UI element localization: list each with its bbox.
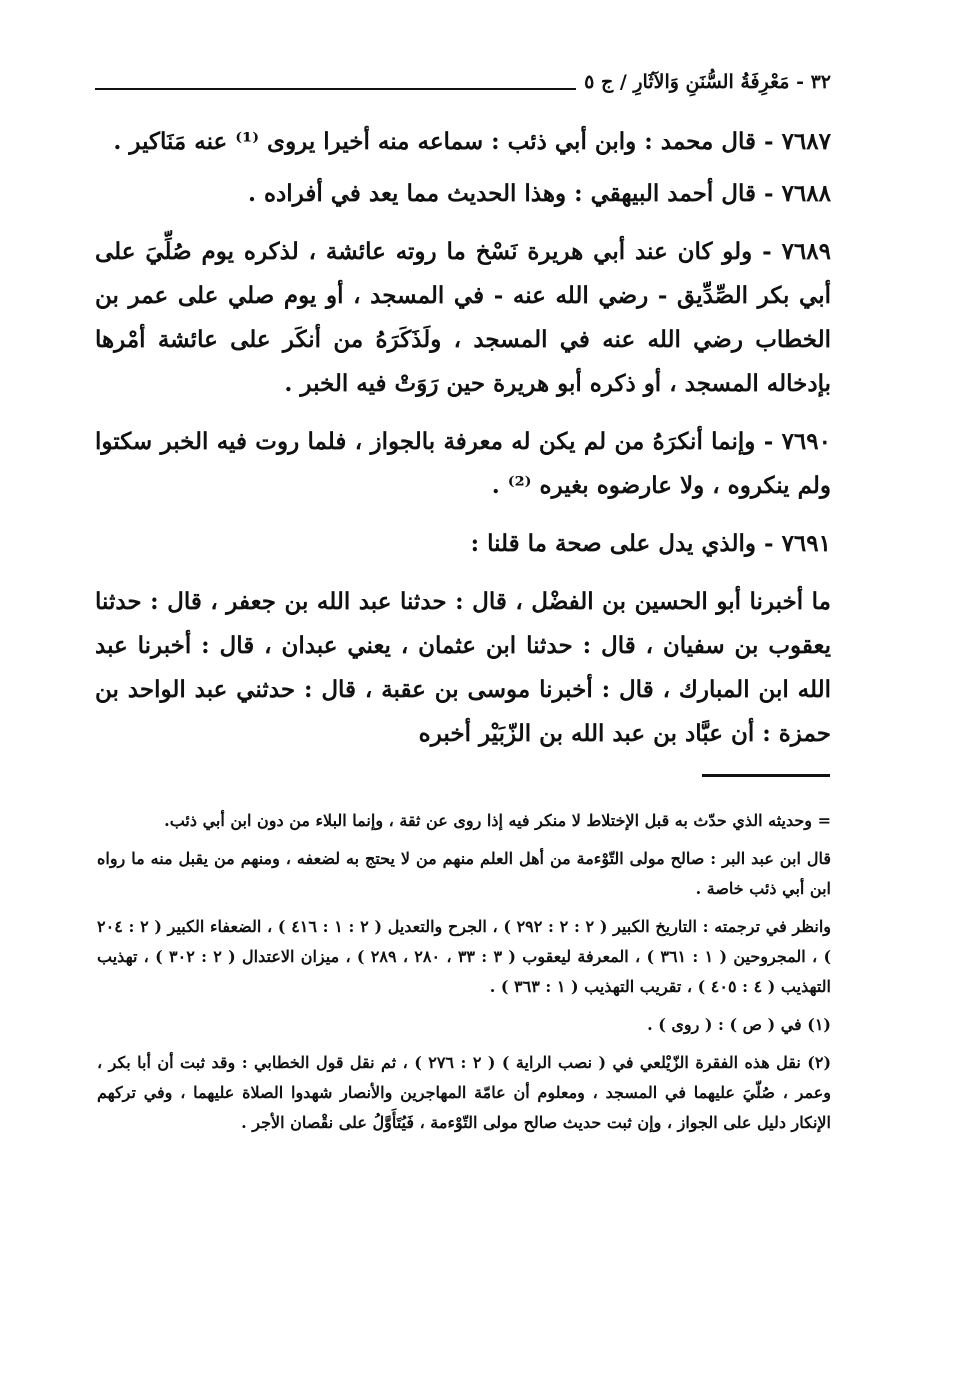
footnote-2: (٢) نقل هذه الفقرة الزّيْلعي في ( نصب الراية ) ( ٢ : ٢٧٦ ) ، ثم نقل قول الخطابي : وقد ثبت أن أبا بكر ، وعمر ، صُلّيَ عليهما في المسجد ، ومعلوم أن عامّة المهاجرين والأنصار شهدوا الصلاة عليهما ، وفي تركهم الإنكار دليل على الجواز ، وإن ثبت حديث صالح مولى التّوْءمة ، فَيُتَأَوَّلُ على نقْصان الأجر . xyxy=(97,1053,832,1132)
paragraph-7687: ٧٦٨٧ - قال محمد : وابن أبي ذئب : سماعه منه أخيرا يروى ⁽¹⁾ عنه مَنَاكير . xyxy=(113,128,831,155)
paragraph-7689: ٧٦٨٩ - ولو كان عند أبي هريرة نَسْخ ما روته عائشة ، لذكره يوم صُلِّيَ على أبي بكر الصِّدِّيق - رضي الله عنه - في المسجد ، أو يوم صلي على عمر بن الخطاب رضي الله عنه في المسجد ، ولَذَكَرَهُ من أنكَر على عائشة أمْرها بإدخاله المسجد ، أو ذكره أبو هريرة حين رَوَتْ فيه الخبر . xyxy=(95,238,831,397)
page-header xyxy=(95,62,831,102)
footnote-references: وانظر في ترجمته : التاريخ الكبير ( ٢ : ٢ : ٢٩٢ ) ، الجرح والتعديل ( ٢ : ١ : ٤١٦ ) ، الضعفاء الكبير ( ٢ : ٢٠٤ ) ، المجروحين ( ١ : ٣٦١ ) ، المعرفة ليعقوب ( ٣ : ٣٣ ، ٢٨٠ ، ٢٨٩ ) ، ميزان الاعتدال ( ٢ : ٣٠٢ ) ، تهذيب التهذيب ( ٤ : ٤٠٥ ) ، تقريب التهذيب ( ١ : ٣٦٣ ) . xyxy=(97,917,832,996)
footnote-continuation: = وحديثه الذي حدّث به قبل الإختلاط لا منكر فيه إذا روى عن ثقة ، وإنما البلاء من دون ابن أبي ذئب. xyxy=(164,811,831,830)
running-title: ٣٢ - مَعْرِفَةُ السُّنَنِ وَالآثَارِ / ج ٥ xyxy=(584,71,831,93)
footnotes xyxy=(97,806,831,1146)
header-rule xyxy=(95,88,576,90)
main-text xyxy=(95,120,831,770)
paragraph-7690: ٧٦٩٠ - وإنما أنكرَهُ من لم يكن له معرفة بالجواز ، فلما روت فيه الخبر سكتوا ولم ينكروه ، ولا عارضوه بغيره ⁽²⁾ . xyxy=(95,428,831,499)
footnote-separator xyxy=(702,774,830,777)
paragraph-7688: ٧٦٨٨ - قال أحمد البيهقي : وهذا الحديث مما يعد في أفراده . xyxy=(247,180,831,207)
paragraph-7691: ٧٦٩١ - والذي يدل على صحة ما قلنا : xyxy=(470,530,831,557)
footnote-ibn-abd-al-barr: قال ابن عبد البر : صالح مولى التّوْءمة من أهل العلم منهم من لا يحتج به لضعفه ، ومنهم من يقبل منه ما رواه ابن أبي ذئب خاصة . xyxy=(97,849,831,898)
paragraph-isnad: ما أخبرنا أبو الحسين بن الفضْل ، قال : حدثنا عبد الله بن جعفر ، قال : حدثنا يعقوب بن سفيان ، قال : حدثنا ابن عثمان ، يعني عبدان ، قال : أخبرنا عبد الله ابن المبارك ، قال : أخبرنا موسى بن عقبة ، قال : حدثني عبد الواحد بن حمزة : أن عبَّاد بن عبد الله بن الزّبَيْر أخبره xyxy=(95,588,831,747)
footnote-1: (١) في ( ص ) : ( روى ) . xyxy=(647,1015,831,1034)
